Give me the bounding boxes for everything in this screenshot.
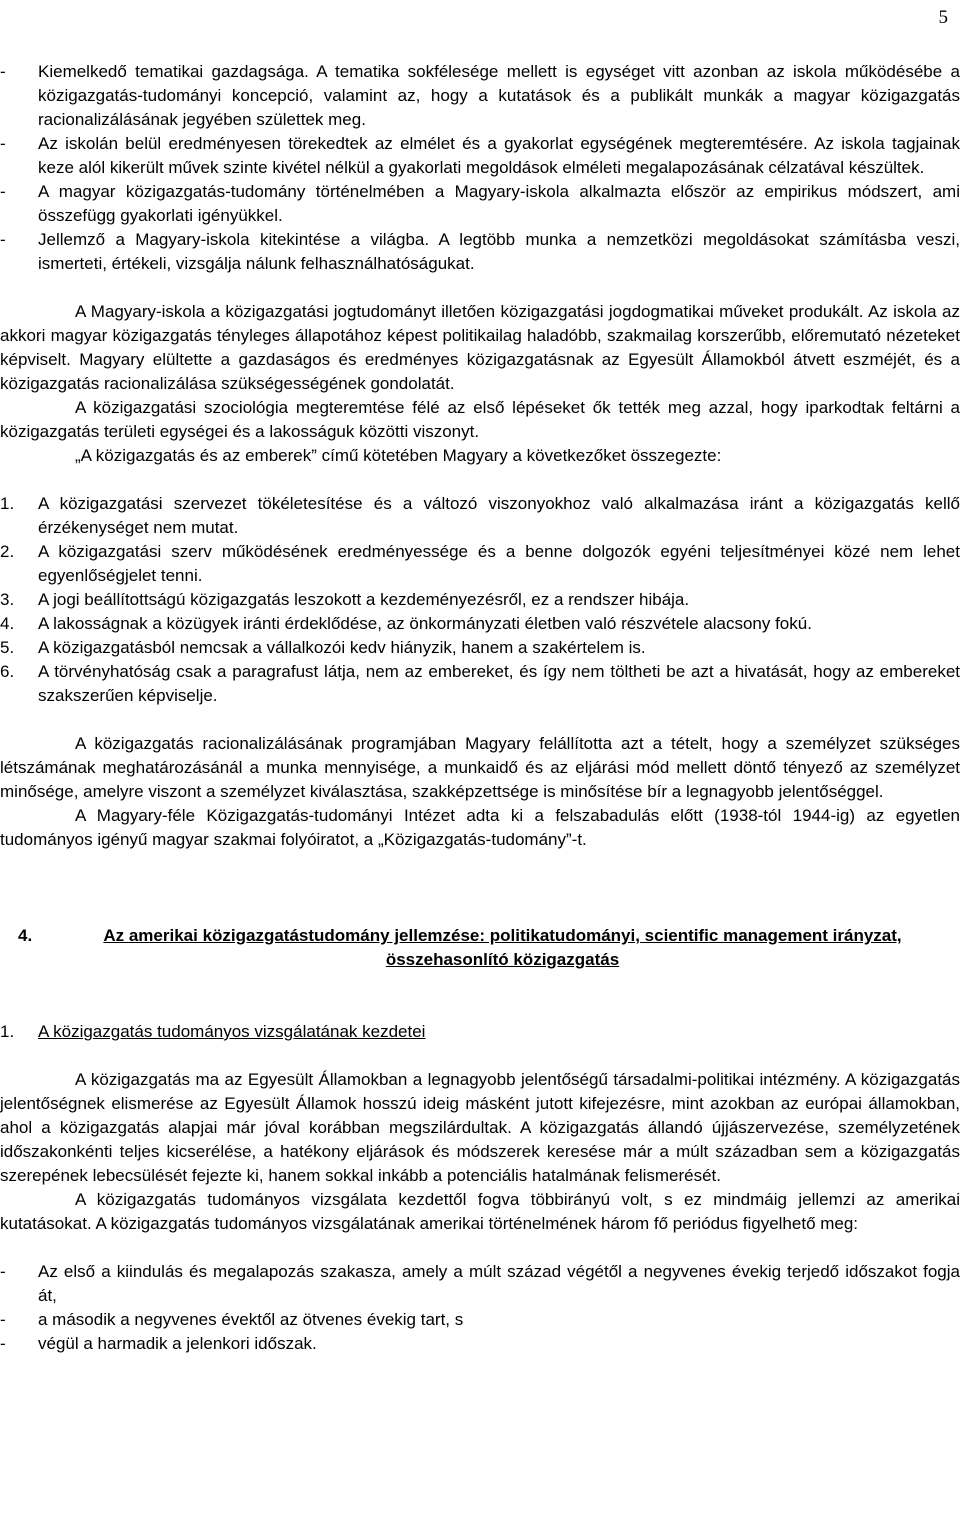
paragraph: A közigazgatás tudományos vizsgálata kezdettől fogva többirányú volt, s ez mindmáig jellemzi az amerikai kutatásokat. A közigazgatás tudományos vizsgálatának amerikai történelmének három fő periódus figyelhető meg: xyxy=(0,1190,960,1233)
list-number: 2. xyxy=(0,542,15,561)
top-bullet-list xyxy=(0,60,960,276)
bullet-marker: - xyxy=(0,62,6,81)
subsection-heading xyxy=(0,1020,960,1044)
paragraph: A közigazgatás ma az Egyesült Államokban a legnagyobb jelentőségű társadalmi-politikai intézmény. A közigazgatás jelentőségnek elismerése az Egyesült Államok hosszú ideig másként jutott kifejezésre, mint azokban az európai államokban, ahol a közigazgatás alapjai már jóval korábban megszilárdultak. A közigazgatás állandó újjászervezése, személyzetének időszakonkénti teljes kicserélése, a hatékony eljárások és módszerek keresése már a múlt században sem a közigazgatás szerepének lebecsülését fejezte ki, hanem sokkal inkább a potenciális hatalmának felismerését. xyxy=(0,1070,960,1185)
section-number: 4. xyxy=(18,926,33,945)
list-item-text: A magyar közigazgatás-tudomány történelmében a Magyary-iskola alkalmazta először az empirikus módszert, ami összefügg gyakorlati igényükkel. xyxy=(38,182,960,225)
subsection-title: A közigazgatás tudományos vizsgálatának kezdetei xyxy=(38,1022,426,1041)
list-item xyxy=(0,588,960,612)
numbered-list xyxy=(0,492,960,708)
list-number: 4. xyxy=(0,614,15,633)
list-item xyxy=(0,1260,960,1308)
paragraph: A Magyary-iskola a közigazgatási jogtudományt illetően közigazgatási jogdogmatikai műveket produkált. Az iskola az akkori magyar közigazgatás tényleges állapotához képest politikailag haladóbb, szakmailag korszerűbb, előremutató nézeteket képviselt. Magyary elültette a gazdaságos és eredményes közigazgatásnak az Egyesült Államokból átvett eszméjét, és a közigazgatás racionalizálása szükségességének gondolatát. xyxy=(0,302,960,393)
paragraph: A közigazgatás racionalizálásának programjában Magyary felállította azt a tételt, hogy a személyzet szükséges létszámának meghatározásánál a munka mennyisége, a munkaidő és az eljárási mód mellett döntő tényező az személyzet minősége, amelyre viszont a személyzet kiválasztása, szakképzettsége is minősítése bír a legnagyobb jelentőséggel. xyxy=(0,734,960,801)
list-item-text: A közigazgatásból nemcsak a vállalkozói kedv hiányzik, hanem a szakértelem is. xyxy=(38,638,646,657)
section-heading xyxy=(0,924,960,972)
list-number: 1. xyxy=(0,494,15,513)
list-item xyxy=(0,612,960,636)
bullet-marker: - xyxy=(0,1262,6,1281)
document-body xyxy=(0,60,960,1356)
list-item-text: végül a harmadik a jelenkori időszak. xyxy=(38,1334,317,1353)
bullet-marker: - xyxy=(0,1334,6,1353)
bottom-bullet-list xyxy=(0,1260,960,1356)
list-item-text: Jellemző a Magyary-iskola kitekintése a világba. A legtöbb munka a nemzetközi megoldásokat számításba veszi, ismerteti, értékeli, vizsgálja nálunk felhasználhatóságukat. xyxy=(38,230,960,273)
list-item-text: Kiemelkedő tematikai gazdagsága. A tematika sokfélesége mellett is egységet vitt azonban az iskola működésébe a közigazgatás-tudományi koncepció, valamint az, hogy a kutatások és a publikált munkák a magyar közigazgatás racionalizálásának jegyében születtek meg. xyxy=(38,62,960,129)
paragraph: „A közigazgatás és az emberek” című kötetében Magyary a következőket összegezte: xyxy=(75,446,722,465)
list-item xyxy=(0,180,960,228)
list-item xyxy=(0,132,960,180)
list-item xyxy=(0,1308,960,1332)
list-number: 3. xyxy=(0,590,15,609)
section-title: Az amerikai közigazgatástudomány jellemzése: politikatudományi, scientific management irányzat, összehasonlító közigazgatás xyxy=(103,926,902,969)
list-item-text: a második a negyvenes évektől az ötvenes évekig tart, s xyxy=(38,1310,464,1329)
list-item-text: Az első a kiindulás és megalapozás szakasza, amely a múlt század végétől a negyvenes évekig terjedő időszakot fogja át, xyxy=(38,1262,960,1305)
bullet-marker: - xyxy=(0,134,6,153)
bullet-marker: - xyxy=(0,230,6,249)
bullet-marker: - xyxy=(0,1310,6,1329)
page-number: 5 xyxy=(938,7,948,28)
list-item-text: A törvényhatóság csak a paragrafust látja, nem az embereket, és így nem töltheti be azt a hivatását, hogy az embereket szakszerűen képviselje. xyxy=(38,662,960,705)
bullet-marker: - xyxy=(0,182,6,201)
list-item xyxy=(0,492,960,540)
list-item-text: Az iskolán belül eredményesen törekedtek az elmélet és a gyakorlat egységének megteremtésére. Az iskola tagjainak keze alól kikerült művek szinte kivétel nélkül a gyakorlati megoldások elméleti megalapozásának célzatával készültek. xyxy=(38,134,960,177)
list-item xyxy=(0,540,960,588)
list-item xyxy=(0,1332,960,1356)
list-item-text: A közigazgatási szervezet tökéletesítése és a változó viszonyokhoz való alkalmazása iránt a közigazgatás kellő érzékenységet nem mutat. xyxy=(38,494,960,537)
list-item xyxy=(0,660,960,708)
list-item xyxy=(0,636,960,660)
subsection-number: 1. xyxy=(0,1022,15,1041)
list-item xyxy=(0,228,960,276)
list-item-text: A közigazgatási szerv működésének eredményessége és a benne dolgozók egyéni teljesítményei közé nem lehet egyenlőségjelet tenni. xyxy=(38,542,960,585)
list-item xyxy=(0,60,960,132)
list-item-text: A lakosságnak a közügyek iránti érdeklődése, az önkormányzati életben való részvétele alacsony fokú. xyxy=(38,614,812,633)
paragraph: A Magyary-féle Közigazgatás-tudományi Intézet adta ki a felszabadulás előtt (1938-tól 1944-ig) az egyetlen tudományos igényű magyar szakmai folyóiratot, a „Közigazgatás-tudomány”-t. xyxy=(0,806,960,849)
list-item-text: A jogi beállítottságú közigazgatás leszokott a kezdeményezésről, ez a rendszer hibája. xyxy=(38,590,690,609)
list-number: 6. xyxy=(0,662,15,681)
list-number: 5. xyxy=(0,638,15,657)
paragraph: A közigazgatási szociológia megteremtése félé az első lépéseket ők tették meg azzal, hogy iparkodtak feltárni a közigazgatás területi egységei és a lakosságuk közötti viszonyt. xyxy=(0,398,960,441)
